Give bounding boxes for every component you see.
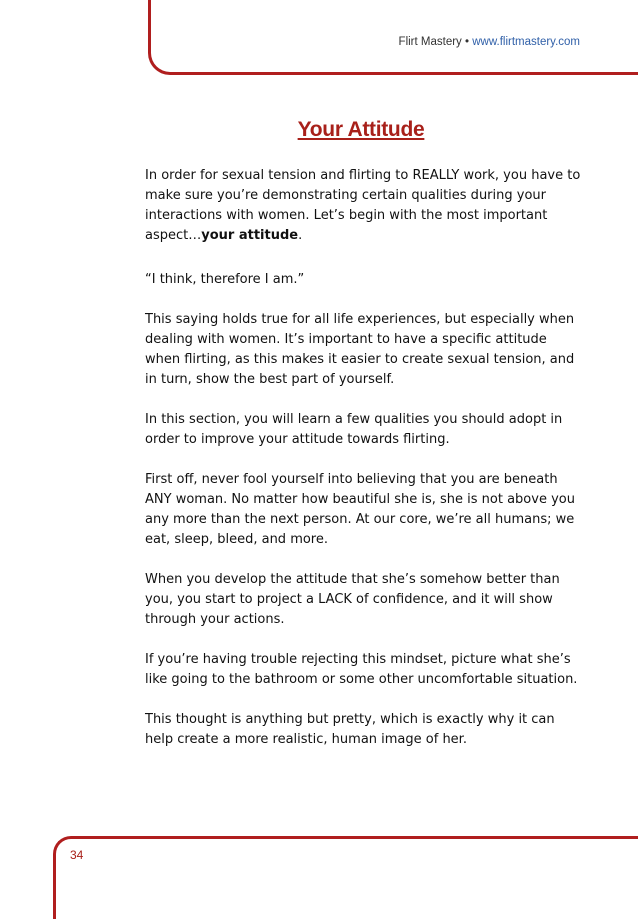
running-header: [399, 36, 580, 48]
paragraph-mindset: If you’re having trouble rejecting this mindset, picture what she’s like going to the bathroom or some other uncomfortable situation.: [145, 652, 578, 687]
header-url-link[interactable]: www.flirtmastery.com: [472, 36, 580, 48]
page-number: 34: [70, 848, 84, 862]
paragraph-section-intro: In this section, you will learn a few qualities you should adopt in order to improve your attitude towards flirting.: [145, 412, 563, 447]
header-separator: •: [461, 36, 473, 48]
paragraph-first-off: First off, never fool yourself into believing that you are beneath ANY woman. No matter how beautiful she is, she is not above you any more than the next person. At our core, we’re all humans; we eat, sleep, bleed, and more.: [145, 472, 575, 547]
header-brand: Flirt Mastery: [398, 36, 462, 48]
paragraph-intro: [145, 166, 585, 246]
paragraph-confidence: When you develop the attitude that she’s somehow better than you, you start to project a LACK of confidence, and it will show through your actions.: [145, 572, 560, 627]
paragraph-quote: “I think, therefore I am.”: [145, 272, 305, 287]
body-text: [145, 166, 585, 770]
paragraph-human-image: This thought is anything but pretty, which is exactly why it can help create a more realistic, human image of her.: [145, 712, 555, 747]
decorative-frame-bottom: [53, 836, 638, 919]
paragraph-intro-text: In order for sexual tension and flirting to REALLY work, you have to make sure you’re demonstrating certain qualities during your interactions with women. Let’s begin with the most important aspect…: [145, 168, 581, 243]
paragraph-saying: This saying holds true for all life experiences, but especially when dealing with women. It’s important to have a specific attitude when flirting, as this makes it easier to create sexual tension, and in turn, show the best part of yourself.: [145, 312, 575, 387]
paragraph-intro-emphasis: your attitude: [201, 228, 299, 243]
section-title: Your Attitude: [297, 118, 425, 141]
paragraph-intro-end: .: [298, 228, 303, 243]
